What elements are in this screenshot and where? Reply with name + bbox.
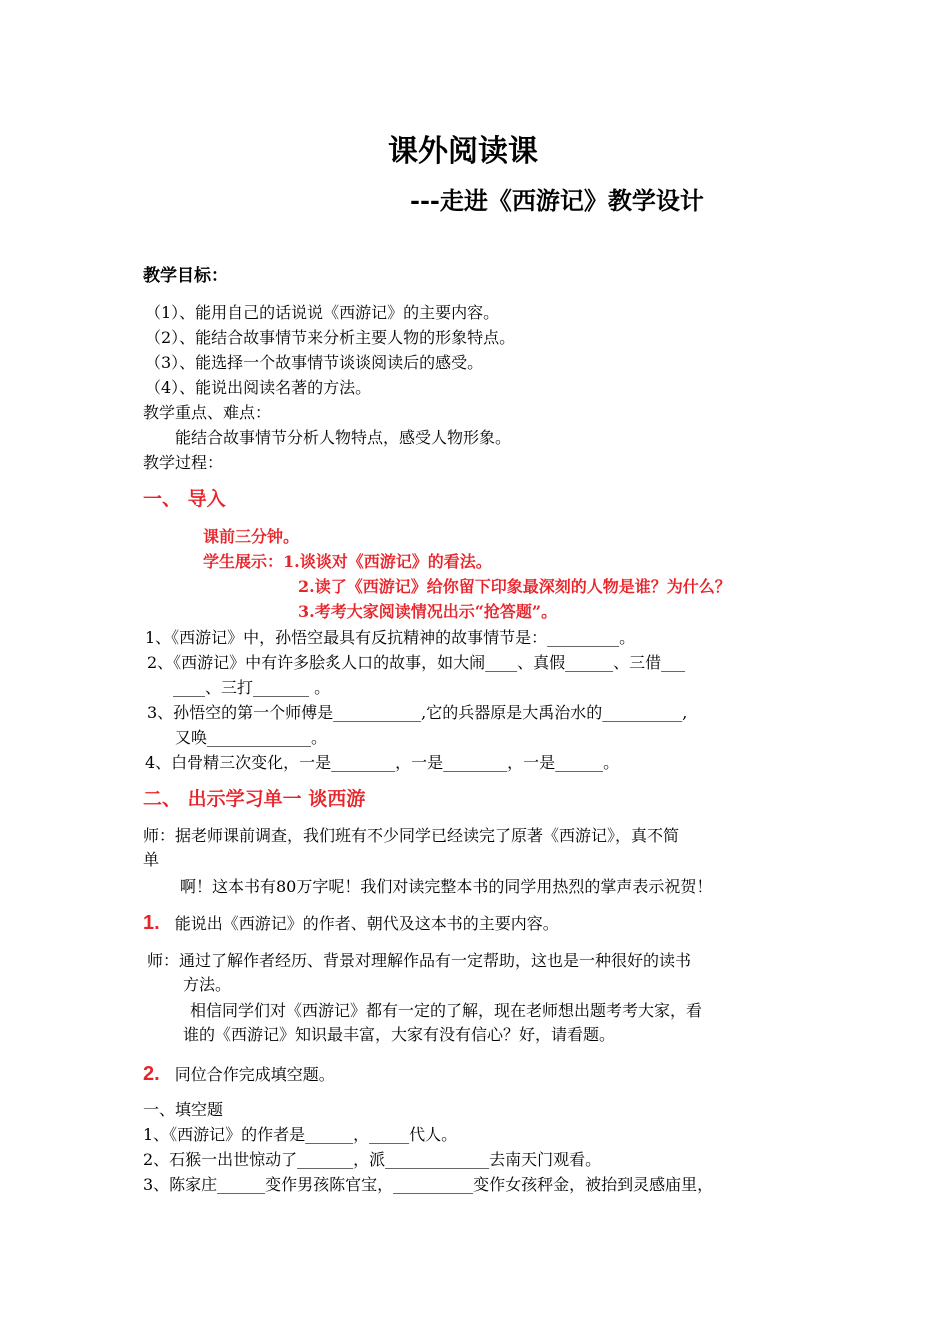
teacher-intro: 啊！这本书有80万字呢！我们对读完整本书的同学用热烈的掌声表示祝贺！ [180, 877, 713, 896]
section2-heading: 二、 出示学习单一 谈西游 [143, 788, 366, 810]
doc-subtitle: ---走进《西游记》教学设计 [410, 186, 704, 215]
quiz-question: 1、《西游记》中，孙悟空最具有反抗精神的故事情节是：_________。 [145, 628, 636, 647]
section1-heading: 一、 导入 [143, 488, 226, 510]
quiz-question-cont: 又唤_____________。 [175, 728, 328, 747]
task-2-text: 同位合作完成填空题。 [174, 1065, 335, 1084]
teacher-intro: 单 [143, 850, 160, 869]
fill-item: 1、《西游记》的作者是______，_____代人。 [143, 1125, 458, 1144]
fill-heading: 一、填空题 [143, 1100, 224, 1119]
objective-item: （2）、能结合故事情节来分析主要人物的形象特点。 [145, 328, 516, 347]
quiz-question: 3、孙悟空的第一个师傅是___________,它的兵器原是大禹治水的__________, [147, 703, 688, 722]
quiz-question: 2、《西游记》中有许多脍炙人口的故事，如大闹____、真假______、三借___ [147, 653, 686, 672]
task-1-text: 能说出《西游记》的作者、朝代及这本书的主要内容。 [174, 914, 559, 933]
task-2-number: 2. [143, 1063, 160, 1085]
teacher-note: 方法。 [183, 975, 232, 994]
objectives-heading: 教学目标： [143, 266, 228, 286]
teacher-intro: 师：据老师课前调查，我们班有不少同学已经读完了原著《西游记》，真不简 [143, 826, 680, 845]
task-1 [143, 912, 559, 935]
teacher-note: 谁的《西游记》知识最丰富，大家有没有信心？好，请看题。 [183, 1025, 616, 1044]
quiz-question: 4、白骨精三次变化，一是________，一是________，一是______。 [145, 753, 620, 772]
process-heading: 教学过程： [143, 453, 224, 472]
teacher-note: 师：通过了解作者经历、背景对理解作品有一定帮助，这也是一种很好的读书 [147, 951, 692, 970]
fill-item: 2、石猴一出世惊动了_______，派_____________去南天门观看。 [143, 1150, 602, 1169]
key-points-heading: 教学重点、难点： [143, 403, 272, 422]
intro-line: 2.读了《西游记》给你留下印象最深刻的人物是谁？为什么？ [298, 577, 731, 596]
objective-item: （3）、能选择一个故事情节谈谈阅读后的感受。 [145, 353, 484, 372]
objective-item: （1）、能用自己的话说说《西游记》的主要内容。 [145, 303, 500, 322]
intro-line: 学生展示：1.谈谈对《西游记》的看法。 [203, 552, 492, 571]
intro-line: 3.考考大家阅读情况出示“抢答题”。 [298, 602, 558, 621]
doc-title: 课外阅读课 [388, 134, 538, 169]
key-points-text: 能结合故事情节分析人物特点，感受人物形象。 [175, 428, 512, 447]
task-1-number: 1. [143, 912, 160, 934]
task-2 [143, 1063, 335, 1086]
fill-item: 3、陈家庄______变作男孩陈官宝，__________变作女孩秤金，被抬到灵感庙里， [143, 1175, 714, 1194]
objective-item: （4）、能说出阅读名著的方法。 [145, 378, 372, 397]
quiz-question-cont: ____、三打_______ 。 [173, 678, 331, 697]
teacher-note: 相信同学们对《西游记》都有一定的了解，现在老师想出题考考大家，看 [190, 1001, 703, 1020]
intro-line: 课前三分钟。 [203, 527, 300, 546]
